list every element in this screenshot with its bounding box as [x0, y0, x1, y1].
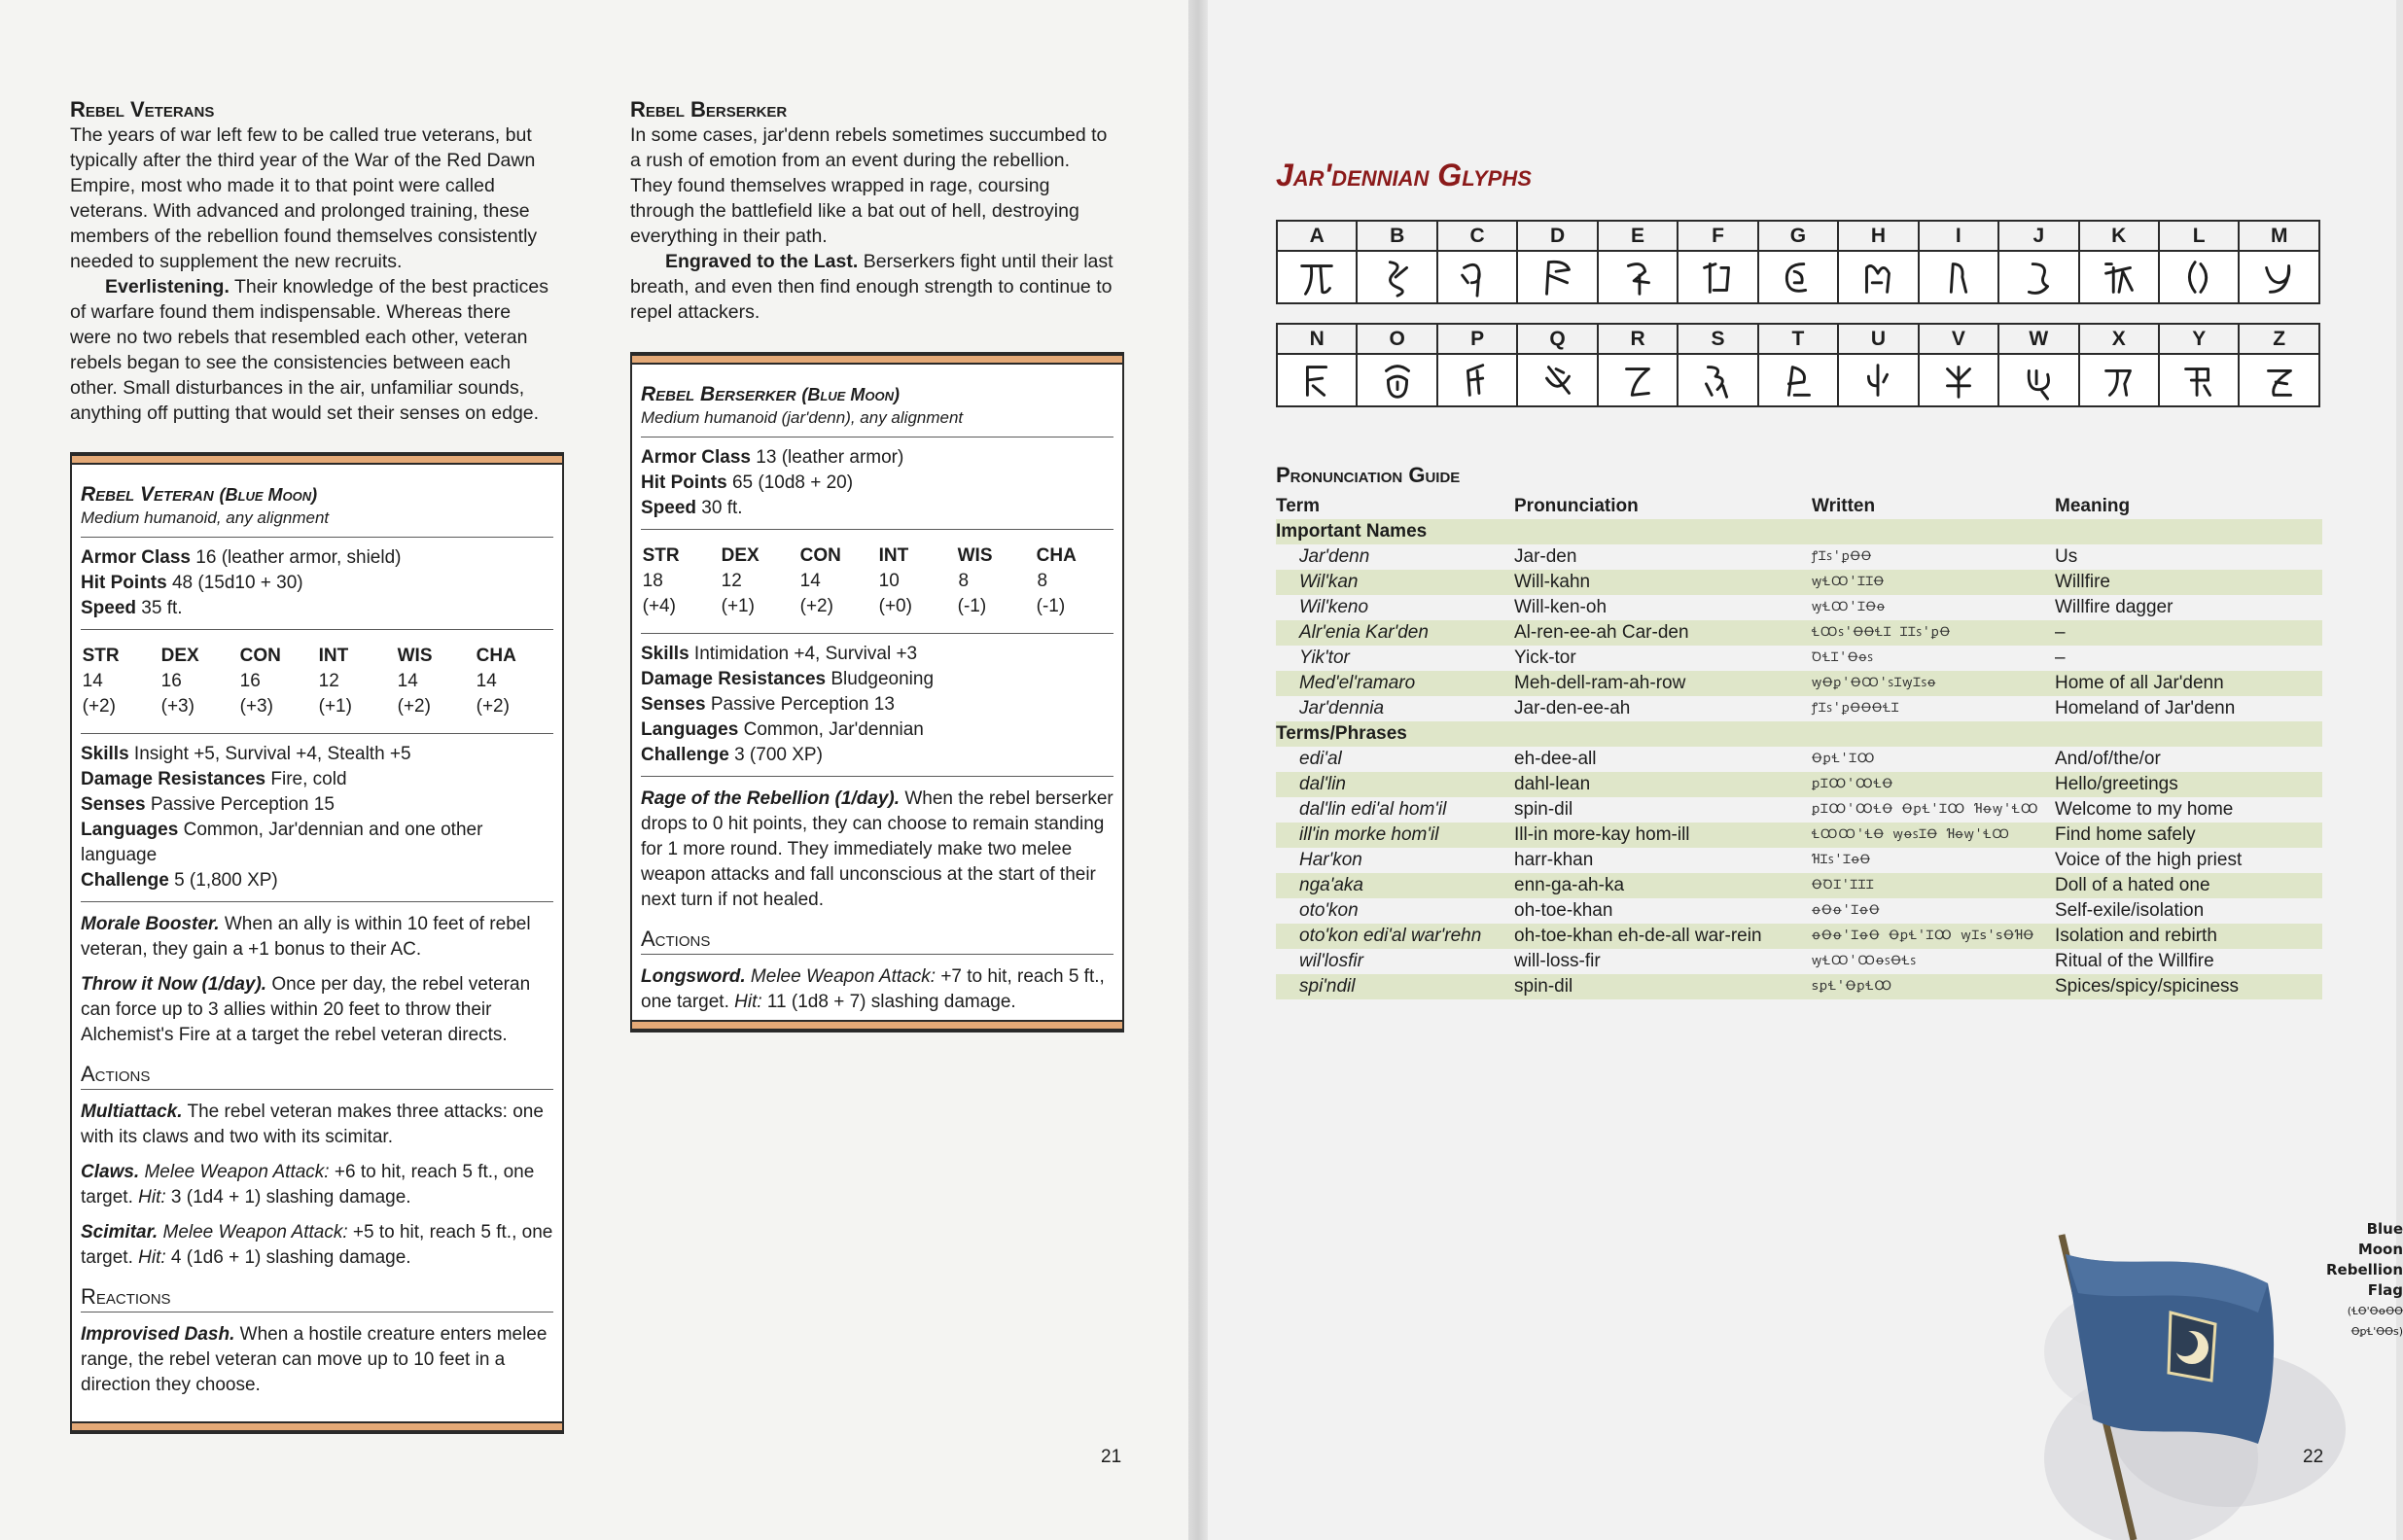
glyph-symbol	[1437, 354, 1517, 406]
cell-term: Wil'kan	[1299, 572, 1359, 592]
cell-meaning: Self-exile/isolation	[2055, 900, 2205, 921]
section-heading: Rebel Berserker	[630, 97, 788, 122]
action: Claws. Melee Weapon Attack: +6 to hit, reach 5 ft., one target. Hit: 3 (1d4 + 1) slashing damage.	[81, 1162, 535, 1208]
cell-meaning: Willfire	[2055, 572, 2110, 592]
cell-term: Har'kon	[1299, 850, 1362, 870]
glyph-symbol	[2239, 251, 2319, 303]
cell-pron: oh-toe-khan eh-de-all war-rein	[1514, 926, 1762, 946]
cell-written: ꜱꝑꞭ'ꝊꝑꞭꝎ	[1812, 979, 1893, 994]
cell-meaning: –	[2055, 622, 2066, 643]
glyph-symbol	[1517, 251, 1597, 303]
glyph-letter: W	[1998, 324, 2078, 354]
cell-pron: Jar-den	[1514, 546, 1577, 567]
cell-pron: Yick-tor	[1514, 648, 1576, 668]
glyph-symbol	[1277, 251, 1357, 303]
glyph-symbol	[1678, 251, 1757, 303]
senses: Senses Passive Perception 15	[81, 794, 335, 815]
skills: Skills Insight +5, Survival +4, Stealth +5	[81, 744, 411, 764]
cell-term: oto'kon	[1299, 900, 1359, 921]
cell-written: ꝭꞮꜱ'ꝑꝊꝊꝊꞭꞮ	[1812, 701, 1900, 716]
cell-written: ꝑꞮꝎ'ꝎꞭꝊ	[1812, 777, 1894, 791]
speed: Speed 35 ft.	[81, 598, 183, 618]
cell-pron: Will-ken-oh	[1514, 597, 1608, 617]
glyph-symbol	[1758, 251, 1838, 303]
cell-written: ꝑꞮꝎ'ꝎꞭꝊ ꝊꝑꞭ'ꞮꝎ Ɦꝋꝡ'ꞭꝎ	[1812, 802, 2039, 817]
challenge: Challenge 5 (1,800 XP)	[81, 870, 278, 891]
cell-term: edi'al	[1299, 749, 1342, 769]
group-row: Terms/Phrases	[1276, 721, 2322, 747]
glyph-symbol	[1678, 354, 1757, 406]
cell-term: Alr'enia Kar'den	[1299, 622, 1429, 643]
glyph-letter: V	[1919, 324, 1998, 354]
glyph-symbol	[1919, 251, 1998, 303]
glyph-symbol	[2239, 354, 2319, 406]
armor-class: Armor Class 16 (leather armor, shield)	[81, 547, 402, 568]
hit-points: Hit Points 65 (10d8 + 20)	[641, 472, 854, 493]
action: Scimitar. Melee Weapon Attack: +5 to hit, reach 5 ft., one target. Hit: 4 (1d6 + 1) slashing damage.	[81, 1222, 553, 1268]
languages: Languages Common, Jar'dennian	[641, 719, 924, 740]
book-gutter	[1188, 0, 1208, 1540]
table-row	[1276, 544, 2322, 570]
cell-written: ꝭꞮꜱ'ꝑꝊꝊ	[1812, 549, 1872, 564]
armor-class: Armor Class 13 (leather armor)	[641, 447, 904, 468]
statblock-subtitle: Medium humanoid (jar'denn), any alignment	[641, 408, 964, 427]
cell-written: ꝹꞭꞮ'Ꝋꝋꜱ	[1812, 650, 1874, 665]
table-row	[1276, 570, 2322, 595]
action: Longsword. Melee Weapon Attack: +7 to hit, reach 5 ft., one target. Hit: 11 (1d8 + 7) slashing damage.	[641, 966, 1105, 1012]
glyph-letter: D	[1517, 221, 1597, 251]
glyph-symbol	[1437, 251, 1517, 303]
cell-meaning: Spices/spicy/spiciness	[2055, 976, 2240, 997]
table-row	[1276, 797, 2322, 822]
cell-written: ꝊꝹꞮ'ꞮꞮꞮ	[1812, 878, 1875, 892]
glyph-table-n-z	[1276, 323, 2320, 407]
table-row	[1276, 898, 2322, 924]
glyph-symbol	[2079, 251, 2159, 303]
glyph-letter: S	[1678, 324, 1757, 354]
cell-meaning: Home of all Jar'denn	[2055, 673, 2224, 693]
section-heading: Rebel Veterans	[70, 97, 215, 122]
trait: Throw it Now (1/day). Once per day, the rebel veteran can force up to 3 allies within 20 feet to throw their Alchemist's Fire at a target the rebel veteran directs.	[81, 974, 531, 1045]
cell-term: Jar'denn	[1299, 546, 1370, 567]
cell-term: dal'lin edi'al hom'il	[1299, 799, 1447, 820]
cell-meaning: Find home safely	[2055, 824, 2196, 845]
cell-pron: eh-dee-all	[1514, 749, 1597, 769]
reactions-heading: Reactions	[81, 1284, 553, 1312]
glyph-letter: Y	[2159, 324, 2239, 354]
glyph-symbol	[1998, 354, 2078, 406]
table-row	[1276, 595, 2322, 620]
glyph-letter: L	[2159, 221, 2239, 251]
actions-heading: Actions	[81, 1062, 553, 1090]
senses: Senses Passive Perception 13	[641, 694, 895, 715]
left-page	[0, 0, 1188, 1540]
cell-pron: Al-ren-ee-ah Car-den	[1514, 622, 1689, 643]
pronunciation-table	[1276, 494, 2322, 999]
cell-written: ꝡꝊꝑ'ꝊꝎ'ꜱꞮꝡꞮꜱꝋ	[1812, 676, 1937, 690]
cell-written: ꞭꝎꜱ'ꝊꝊꞭꞮ ꞮꞮꜱ'ꝑꝊ	[1812, 625, 1951, 640]
group-row: Important Names	[1276, 519, 2322, 544]
statblock-title: Rebel Veteran (Blue Moon)	[81, 483, 318, 506]
table-row	[1276, 747, 2322, 772]
glyph-letter: O	[1357, 324, 1436, 354]
statblock-bottom-bar	[632, 1020, 1122, 1031]
glyph-letter: E	[1598, 221, 1678, 251]
paragraph: Engraved to the Last. Berserkers fight until their last breath, and even then find enough strength to continue to repel attackers.	[630, 251, 1113, 323]
cell-meaning: Ritual of the Willfire	[2055, 951, 2214, 971]
cell-pron: Ill-in more-kay hom-ill	[1514, 824, 1690, 845]
table-row	[1276, 772, 2322, 797]
cell-written: ꝡꞭꝎ'ꞮꞮꝊ	[1812, 575, 1885, 589]
ability-scores: STR 18 (+4) DEX 12 (+1) CON 14 (+2) INT 10 (+0) WIS 8 (-1) CHA 8 (-1)	[642, 545, 1077, 616]
cell-pron: Meh-dell-ram-ah-row	[1514, 673, 1686, 693]
statblock-title: Rebel Berserker (Blue Moon)	[641, 383, 900, 405]
challenge: Challenge 3 (700 XP)	[641, 745, 823, 765]
hit-points: Hit Points 48 (15d10 + 30)	[81, 573, 303, 593]
rebel-berserker-section	[630, 97, 1116, 325]
glyph-letter: N	[1277, 324, 1357, 354]
cell-meaning: Us	[2055, 546, 2078, 567]
statblock-top-bar	[632, 354, 1122, 365]
cell-meaning: Welcome to my home	[2055, 799, 2234, 820]
glyph-letter: J	[1998, 221, 2078, 251]
glyph-symbol	[1598, 251, 1678, 303]
cell-pron: enn-ga-ah-ka	[1514, 875, 1625, 895]
glyph-table-a-m	[1276, 220, 2320, 304]
statblock-subtitle: Medium humanoid, any alignment	[81, 508, 330, 527]
cell-term: Jar'dennia	[1299, 698, 1385, 718]
glyph-symbol	[2159, 251, 2239, 303]
cell-pron: Will-kahn	[1514, 572, 1591, 592]
cell-pron: harr-khan	[1514, 850, 1594, 870]
cell-term: Yik'tor	[1299, 648, 1350, 668]
ability-scores: STR 14 (+2) DEX 16 (+3) CON 16 (+3) INT 12 (+1) WIS 14 (+2) CHA 14 (+2)	[82, 646, 516, 717]
cell-term: Wil'keno	[1299, 597, 1369, 617]
glyph-letter: G	[1758, 221, 1838, 251]
page-number: 21	[1101, 1447, 1122, 1467]
glyphs-title: Jar'dennian Glyphs	[1276, 158, 1532, 192]
blue-moon-flag-illustration	[2025, 1235, 2375, 1540]
table-row	[1276, 848, 2322, 873]
cell-written: ꝊꝑꞭ'ꞮꝎ	[1812, 752, 1876, 766]
action: Multiattack. The rebel veteran makes three attacks: one with its claws and two with its scimitar.	[81, 1102, 544, 1147]
cell-pron: dahl-lean	[1514, 774, 1591, 794]
cell-pron: spin-dil	[1514, 976, 1573, 997]
pronunciation-guide-title: Pronunciation Guide	[1276, 463, 1461, 487]
glyph-letter: Z	[2239, 324, 2319, 354]
glyph-letter: U	[1838, 324, 1918, 354]
rebel-veteran-statblock	[70, 452, 564, 1434]
glyph-symbol	[1838, 354, 1918, 406]
cell-term: ill'in morke hom'il	[1299, 824, 1439, 845]
cell-meaning: Voice of the high priest	[2055, 850, 2243, 870]
damage-resistances: Damage Resistances Bludgeoning	[641, 669, 935, 689]
cell-meaning: Isolation and rebirth	[2055, 926, 2217, 946]
rebel-veterans-section	[70, 97, 556, 426]
trait: Rage of the Rebellion (1/day). When the rebel berserker drops to 0 hit points, they can choose to remain standing for 1 more round. They immediately make two melee weapon attacks and fall unconscious at the start of their next turn if not healed.	[641, 788, 1113, 910]
table-row	[1276, 873, 2322, 898]
glyph-letter: X	[2079, 324, 2159, 354]
paragraph: Everlistening. Their knowledge of the best practices of warfare found them indispensable. Whereas there were no two rebels that resembled each other, veteran rebels began to see the consistencies between each other. Small disturbances in the air, unfamiliar sounds, anything off putting that would set their senses on edge.	[70, 276, 548, 424]
glyph-symbol	[1758, 354, 1838, 406]
glyph-symbol	[2159, 354, 2239, 406]
statblock-bottom-bar	[72, 1421, 562, 1432]
glyph-letter: A	[1277, 221, 1357, 251]
glyph-letter: R	[1598, 324, 1678, 354]
rebel-berserker-statblock	[630, 352, 1124, 1032]
skills: Skills Intimidation +4, Survival +3	[641, 644, 918, 664]
glyph-letter: Q	[1517, 324, 1597, 354]
table-row	[1276, 949, 2322, 974]
glyph-symbol	[1998, 251, 2078, 303]
glyph-symbol	[1598, 354, 1678, 406]
cell-term: oto'kon edi'al war'rehn	[1299, 926, 1482, 946]
glyph-symbol	[1919, 354, 1998, 406]
glyph-letter: B	[1357, 221, 1436, 251]
column-header: Pronunciation	[1514, 496, 1639, 516]
cell-written: ꝋꝊꝋ'ꞮꝋꝊ ꝊꝑꞭ'ꞮꝎ ꝡꞮꜱ'ꜱꝊꞪꝊ	[1812, 928, 2034, 943]
cell-written: ꞭꝎꝎ'ꞭꝊ ꝡꝋꜱꞮꝊ Ɦꝋꝡ'ꞭꝎ	[1812, 827, 2010, 842]
reaction: Improvised Dash. When a hostile creature enters melee range, the rebel veteran can move up to 10 feet in a direction they choose.	[81, 1324, 548, 1395]
glyph-letter: M	[2239, 221, 2319, 251]
cell-meaning: Homeland of Jar'denn	[2055, 698, 2236, 718]
cell-meaning: And/of/the/or	[2055, 749, 2161, 769]
table-row	[1276, 822, 2322, 848]
table-row	[1276, 924, 2322, 949]
glyph-symbol	[1838, 251, 1918, 303]
cell-term: dal'lin	[1299, 774, 1346, 794]
glyph-letter: C	[1437, 221, 1517, 251]
damage-resistances: Damage Resistances Fire, cold	[81, 769, 347, 789]
table-row	[1276, 671, 2322, 696]
column-header: Written	[1812, 496, 1876, 516]
glyph-symbol	[2079, 354, 2159, 406]
cell-meaning: Doll of a hated one	[2055, 875, 2210, 895]
cell-meaning: Willfire dagger	[2055, 597, 2173, 617]
page-number: 22	[2303, 1447, 2324, 1467]
glyph-symbol	[1277, 354, 1357, 406]
statblock-top-bar	[72, 454, 562, 465]
glyph-letter: H	[1838, 221, 1918, 251]
cell-term: wil'losfir	[1299, 951, 1363, 971]
right-page	[1208, 0, 2403, 1540]
glyph-symbol	[1517, 354, 1597, 406]
flag-caption: Blue Moon Rebellion Flag (ꞭꝊ'ꝊꝋꝊꝊ ꝊꝑꞭ'ꝊꝊꜱ)	[2326, 1220, 2403, 1338]
glyph-letter: P	[1437, 324, 1517, 354]
table-row	[1276, 646, 2322, 671]
table-row	[1276, 620, 2322, 646]
actions-heading: Actions	[641, 927, 1113, 955]
cell-written: ꝋꝊꝋ'ꞮꝋꝊ	[1812, 903, 1881, 918]
glyph-symbol	[1357, 251, 1436, 303]
cell-written: ꝡꞭꝎ'ꞮꝊꝋ	[1812, 600, 1886, 614]
languages: Languages Common, Jar'dennian and one other language	[81, 820, 483, 865]
paragraph: In some cases, jar'denn rebels sometimes succumbed to a rush of emotion from an event during the rebellion. They found themselves wrapped in rage, coursing through the battlefield like a bat out of hell, destroying everything in their path.	[630, 124, 1108, 247]
cell-pron: Jar-den-ee-ah	[1514, 698, 1631, 718]
glyph-letter: K	[2079, 221, 2159, 251]
glyph-letter: T	[1758, 324, 1838, 354]
glyph-symbol	[1357, 354, 1436, 406]
column-header: Term	[1276, 496, 1321, 516]
cell-written: ꝡꞭꝎ'ꝎꝋꜱꝊꞭꜱ	[1812, 954, 1918, 968]
cell-pron: oh-toe-khan	[1514, 900, 1613, 921]
trait: Morale Booster. When an ally is within 10 feet of rebel veteran, they gain a +1 bonus to their AC.	[81, 914, 531, 960]
cell-meaning: –	[2055, 648, 2066, 668]
cell-pron: spin-dil	[1514, 799, 1573, 820]
cell-term: nga'aka	[1299, 875, 1363, 895]
cell-pron: will-loss-fir	[1514, 951, 1601, 971]
speed: Speed 30 ft.	[641, 498, 743, 518]
cell-term: spi'ndil	[1299, 976, 1356, 997]
glyph-letter: F	[1678, 221, 1757, 251]
table-row	[1276, 974, 2322, 999]
table-row	[1276, 696, 2322, 721]
cell-meaning: Hello/greetings	[2055, 774, 2178, 794]
cell-term: Med'el'ramaro	[1299, 673, 1416, 693]
glyph-letter: I	[1919, 221, 1998, 251]
column-header: Meaning	[2055, 496, 2131, 516]
paragraph: The years of war left few to be called true veterans, but typically after the third year of the War of the Red Dawn Empire, most who made it to that point were called veterans. With advanced and prolonged training, these members of the rebellion found themselves consistently needed to supplement the new recruits.	[70, 124, 538, 272]
cell-written: ꞪꞮꜱ'ꞮꝋꝊ	[1812, 853, 1871, 867]
